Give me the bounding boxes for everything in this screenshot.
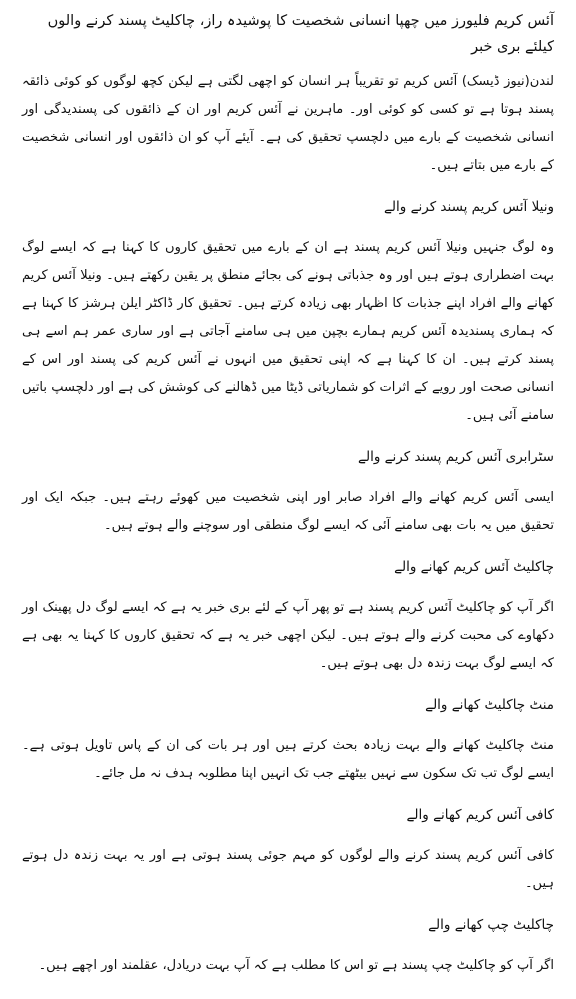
section-heading-mint-chocolate: منٹ چاکلیٹ کھانے والے	[425, 697, 554, 713]
section-body-strawberry: ایسی آئس کریم کھانے والے افراد صابر اور اپنی شخصیت میں کھوئے رہتے ہیں۔ جبکہ ایک اور تحقیق میں یہ بات بھی سامنے آئی کہ ایسے لوگ منطقی اور سوچنے والے ہوتے ہیں۔	[22, 490, 554, 533]
section-body-coffee: کافی آئس کریم پسند کرنے والے لوگوں کو مہم جوئی پسند ہوتی ہے اور یہ بہت زندہ دل ہوتے ہیں۔	[22, 848, 554, 891]
article-title: آئس کریم فلیورز میں چھپا انسانی شخصیت کا پوشیدہ راز، چاکلیٹ پسند کرنے والوں کیلئے بری خبر	[47, 13, 554, 55]
section-heading-coffee: کافی آئس کریم کھانے والے	[406, 807, 554, 823]
section-heading-chocolate: چاکلیٹ آئس کریم کھانے والے	[394, 559, 554, 575]
section-heading-vanilla: ونیلا آئس کریم پسند کرنے والے	[384, 199, 554, 215]
section-body-vanilla: وہ لوگ جنہیں ونیلا آئس کریم پسند ہے ان کے بارے میں تحقیق کاروں کا کہنا ہے کہ ایسے لوگ بہت اضطراری ہوتے ہیں اور وہ جذباتی ہونے کی بجائے منطق پر یقین رکھتے ہیں۔ ونیلا آئس کریم کھانے والے افراد اپنے جذبات کا اظہار بھی زیادہ کرتے ہیں۔ تحقیق کار ڈاکٹر ایلن ہرشز کا کہنا ہے کہ ہماری پسندیدہ آئس کریم ہمارے بچپن میں ہی سامنے آجاتی ہے اور ساری عمر ہم اسے ہی پسند کرتے ہیں۔ ان کا کہنا ہے کہ اپنی تحقیق میں انہوں نے آئس کریم کی پسند اور اس کے انسانی صحت اور رویے کے اثرات کو شماریاتی ڈیٹا میں ڈھالنے کی کوشش کی ہے اور دلچسپ باتیں سامنے آئی ہیں۔	[22, 240, 554, 423]
section-heading-strawberry: سٹرابری آئس کریم پسند کرنے والے	[358, 449, 554, 465]
section-body-mint-chocolate: منٹ چاکلیٹ کھانے والے بہت زیادہ بحث کرتے ہیں اور ہر بات کی ان کے پاس تاویل ہوتی ہے۔ ایسے لوگ تب تک سکون سے نہیں بیٹھتے جب تک انہیں اپنا مطلوبہ ہدف نہ مل جائے۔	[22, 738, 554, 781]
section-body-chocolate-chip: اگر آپ کو چاکلیٹ چپ پسند ہے تو اس کا مطلب ہے کہ آپ بہت دریادل، عقلمند اور اچھے ہیں۔	[38, 958, 554, 973]
section-heading-chocolate-chip: چاکلیٹ چپ کھانے والے	[428, 917, 554, 933]
article-intro: لندن(نیوز ڈیسک) آئس کریم تو تقریباً ہر انسان کو اچھی لگتی ہے لیکن کچھ لوگوں کو کوئی ذائقہ پسند ہوتا ہے تو کسی کو کوئی اور۔ ماہرین نے آئس کریم اور ان کے ذائقوں کی پسندیدگی اور انسانی شخصیت کے بارے میں دلچسپ تحقیق کی ہے۔ آیئے آپ کو ان ذائقوں اور انسانی شخصیت کے بارے میں بتاتے ہیں۔	[22, 74, 554, 173]
section-body-chocolate: اگر آپ کو چاکلیٹ آئس کریم پسند ہے تو پھر آپ کے لئے بری خبر یہ ہے کہ ایسے لوگ دل پھینک اور دکھاوے کی محبت کرنے والے ہوتے ہیں۔ لیکن اچھی خبر یہ ہے کہ تحقیق کاروں کا کہنا یہ بھی ہے کہ ایسے لوگ بہت زندہ دل بھی ہوتے ہیں۔	[22, 600, 554, 671]
